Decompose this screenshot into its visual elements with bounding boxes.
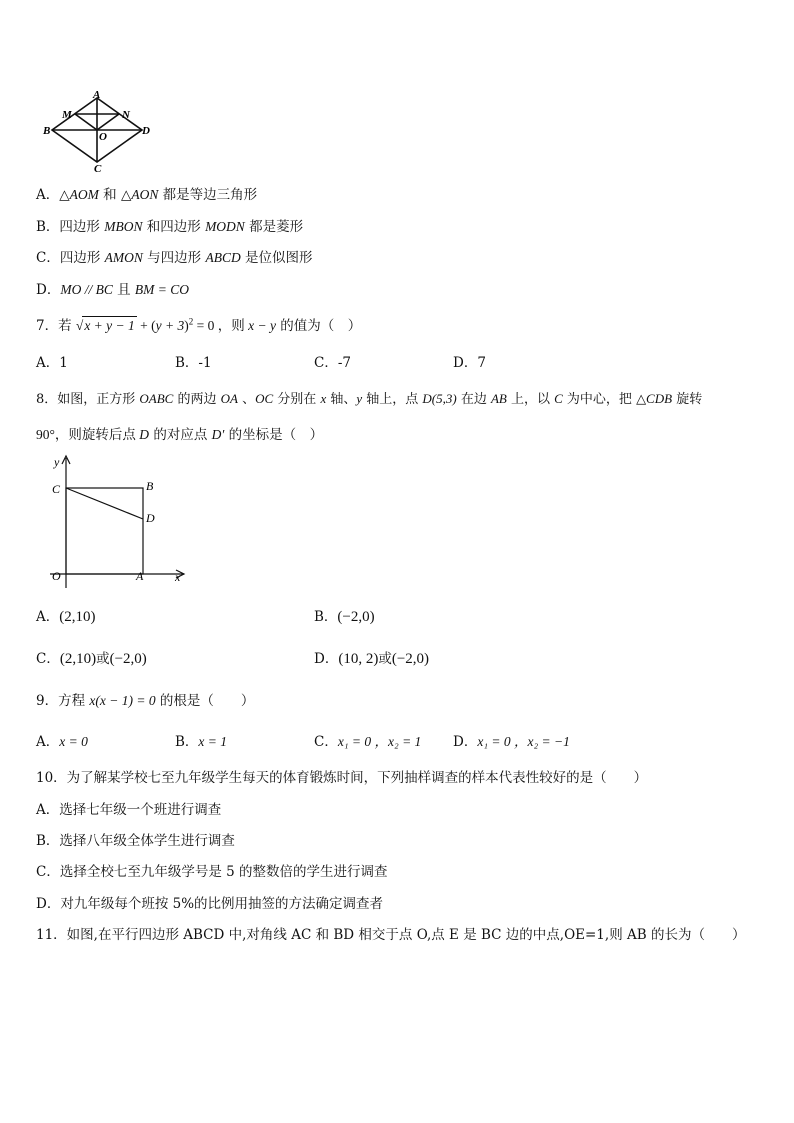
q9-option-d: D．x₁ = 0 ，x₂ = −1 [453, 734, 570, 750]
label-b: B [146, 479, 154, 493]
q8-stem-line2: 90°，则旋转后点 D 的对应点 D′ 的坐标是（ ） [36, 427, 324, 443]
label-a: A [93, 89, 101, 101]
q9-stem: 9．方程 x(x − 1) = 0 的根是（ ） [36, 693, 255, 709]
q8-option-d: D．(10, 2)或(−2,0) [314, 651, 430, 667]
q9-option-b: B．x = 1 [175, 734, 228, 750]
q9-option-c: C．x₁ = 0 ，x₂ = 1 [314, 734, 422, 750]
q7-stem: 7．若 $√x + y - 1 + (y + 3)^2 = 0$ ，则 x − y 的值为（ ） [36, 316, 362, 334]
label-y: y [54, 455, 60, 469]
q7-option-a: A．1 [36, 355, 68, 371]
label-d: D [142, 125, 150, 137]
q9-option-a: A．x = 0 [36, 734, 88, 750]
q6-rhombus-figure [40, 88, 160, 174]
segment-cd [66, 488, 143, 519]
q7-option-d: D．7 [453, 355, 486, 371]
square-oabc [66, 488, 143, 574]
q7-option-b: B．-1 [175, 355, 212, 371]
q10-option-d: D．对九年级每个班按 5%的比例用抽签的方法确定调查者 [36, 896, 384, 912]
q8-option-c: C．(2,10)或(−2,0) [36, 651, 147, 667]
q6-option-b: B．四边形 MBON 和四边形 MODN 都是菱形 [36, 219, 304, 235]
segment-mo [75, 114, 97, 130]
label-o: O [99, 131, 107, 143]
q6-option-a: A．△AOM 和 △AON 都是等边三角形 [36, 187, 258, 203]
q11-stem: 11．如图,在平行四边形 ABCD 中,对角线 AC 和 BD 相交于点 O,点 E 是 BC 边的中点,OE=1,则 AB 的长为（ ） [36, 927, 746, 943]
label-d: D [146, 511, 155, 525]
q10-stem: 10．为了解某学校七至九年级学生每天的体育锻炼时间，下列抽样调查的样本代表性较好的是（ ） [36, 770, 648, 786]
q6-option-d: D．MO // BC 且 BM = CO [36, 282, 190, 298]
q8-option-b: B．(−2,0) [314, 609, 375, 625]
label-c: C [94, 163, 102, 174]
q8-coordinate-figure [44, 450, 194, 592]
label-m: M [62, 109, 72, 121]
segment-no [97, 114, 119, 130]
label-o: O [52, 569, 61, 583]
label-n: N [122, 109, 130, 121]
label-a: A [136, 569, 144, 583]
q6-option-c: C．四边形 AMON 与四边形 ABCD 是位似图形 [36, 250, 313, 266]
q8-option-a: A．(2,10) [36, 609, 96, 625]
q7-option-c: C．-7 [314, 355, 351, 371]
q10-option-a: A．选择七年级一个班进行调查 [36, 802, 222, 818]
label-c: C [52, 482, 61, 496]
q10-option-c: C．选择全校七至九年级学号是 5 的整数倍的学生进行调查 [36, 864, 388, 880]
label-x: x [175, 570, 181, 584]
label-b: B [43, 125, 51, 137]
q8-stem-line1: 8．如图，正方形 OABC 的两边 OA 、OC 分别在 x 轴、y 轴上，点 D(5,3) 在边 AB 上，以 C 为中心，把 △CDB 旋转 [36, 391, 703, 407]
q10-option-b: B．选择八年级全体学生进行调查 [36, 833, 235, 849]
